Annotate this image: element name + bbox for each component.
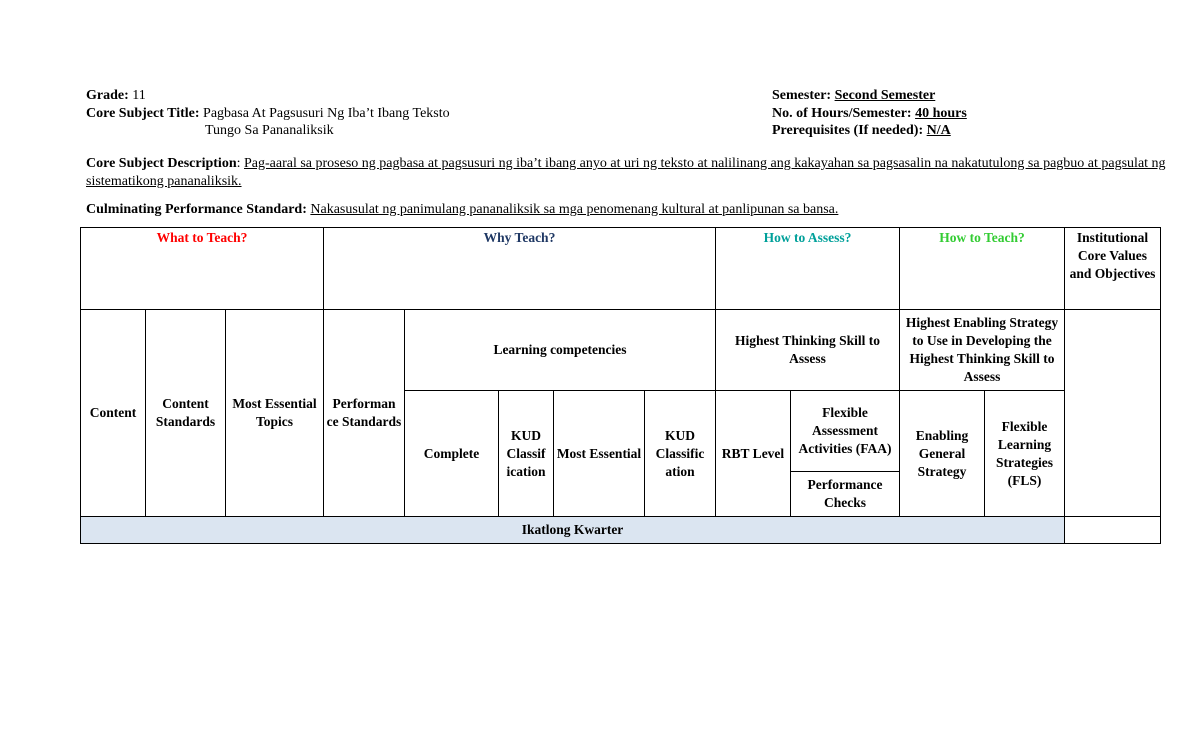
quarter-row	[81, 517, 1161, 544]
prereq-label: Prerequisites (If needed):	[772, 123, 924, 138]
grade-label: Grade:	[86, 88, 129, 103]
how-to-assess-header: How to Assess?	[716, 228, 900, 310]
rbt-level-header: RBT Level	[716, 391, 791, 517]
prereq-value: N/A	[926, 123, 951, 138]
kud-classification-header-1: KUD Classif ication	[499, 391, 554, 517]
institutional-core-values-header: Institutional Core Values and Objectives	[1065, 228, 1161, 310]
semester-label: Semester:	[772, 88, 832, 103]
grade-value: 11	[132, 88, 146, 103]
quarter-label: Ikatlong Kwarter	[81, 517, 1065, 544]
kud-classification-header-2: KUD Classific ation	[645, 391, 716, 517]
table-row	[81, 310, 1161, 391]
table-row	[81, 228, 1161, 310]
culminating-standard	[86, 201, 1176, 219]
complete-header: Complete	[405, 391, 499, 517]
enabling-general-strategy-header: Enabling General Strategy	[900, 391, 985, 517]
grade-line	[86, 87, 450, 105]
semester-value: Second Semester	[834, 88, 936, 103]
what-to-teach-header: What to Teach?	[81, 228, 324, 310]
left-header	[86, 87, 450, 140]
performance-checks-header: Performance Checks	[791, 472, 900, 517]
hours-label: No. of Hours/Semester:	[772, 105, 912, 121]
curriculum-map-table	[80, 227, 1161, 544]
content-header: Content	[81, 310, 146, 517]
learning-competencies-header: Learning competencies	[405, 310, 716, 391]
description-colon: :	[236, 156, 241, 171]
description-label: Core Subject Description	[86, 156, 237, 171]
most-essential-header: Most Essential	[554, 391, 645, 517]
subject-line	[86, 105, 450, 123]
subject-label: Core Subject Title:	[86, 105, 200, 121]
core-subject-description	[86, 155, 1176, 190]
highest-enabling-strategy-header: Highest Enabling Strategy to Use in Developing the Highest Thinking Skill to Assess	[900, 310, 1065, 391]
hours-line	[772, 105, 967, 123]
highest-thinking-skill-header: Highest Thinking Skill to Assess	[716, 310, 900, 391]
right-header	[772, 87, 967, 140]
how-to-teach-header: How to Teach?	[900, 228, 1065, 310]
subject-value-line2: Tungo Sa Pananaliksik	[205, 123, 334, 138]
content-standards-header: Content Standards	[146, 310, 226, 517]
flexible-learning-strategies-header: Flexible Learning Strategies (FLS)	[985, 391, 1065, 517]
description-value: Pag-aaral sa proseso ng pagbasa at pagsusuri ng iba’t ibang anyo at uri ng teksto at nalilinang ang kakayahan sa pagsasalin na nakatutulong sa pagbuo at pagsulat ng sistematikong pananaliksik.	[86, 156, 1166, 189]
semester-line	[772, 87, 967, 105]
why-teach-header: Why Teach?	[324, 228, 716, 310]
prereq-line	[772, 122, 967, 140]
hours-value: 40 hours	[915, 105, 967, 121]
performance-standards-header: Performan ce Standards	[324, 310, 405, 517]
most-essential-topics-header: Most Essential Topics	[226, 310, 324, 517]
culminating-value: Nakasusulat ng panimulang pananaliksik sa mga penomenang kultural at panlipunan sa bansa.	[310, 202, 839, 217]
quarter-empty-cell	[1065, 517, 1161, 544]
flexible-assessment-activities-header: Flexible Assessment Activities (FAA)	[791, 391, 900, 472]
culminating-label: Culminating Performance Standard:	[86, 202, 307, 217]
institutional-empty-cell	[1065, 310, 1161, 517]
subject-value-line1: Pagbasa At Pagsusuri Ng Iba’t Ibang Teksto	[203, 105, 450, 121]
